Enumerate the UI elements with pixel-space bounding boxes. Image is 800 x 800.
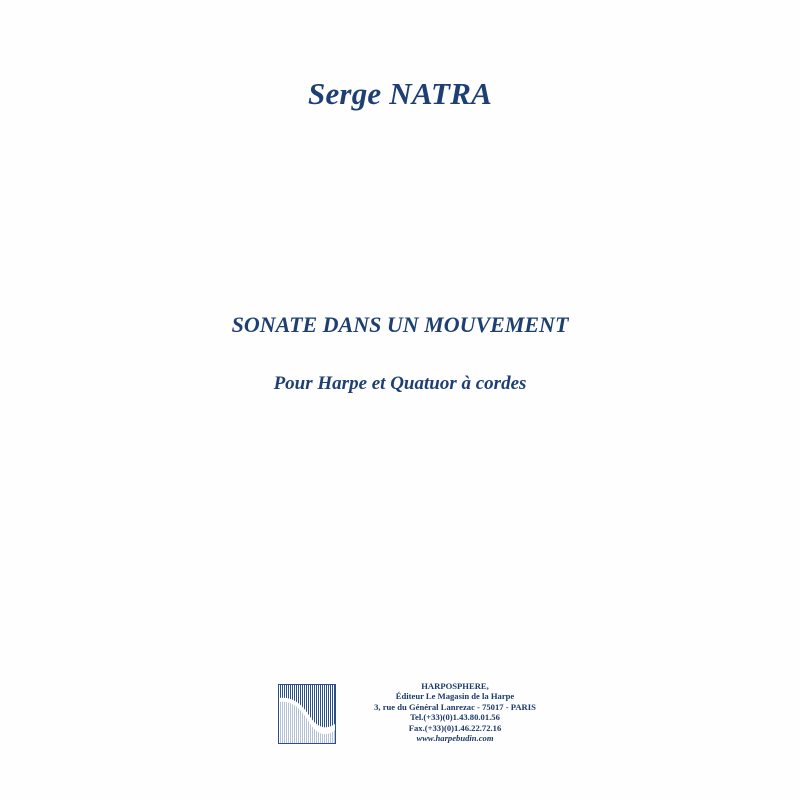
publisher-website[interactable]: www.harpebudin.com bbox=[416, 733, 494, 744]
publisher-editor: Éditeur Le Magasin de la Harpe bbox=[395, 691, 515, 702]
publisher-fax: Fax.(+33)(0)1.46.22.72.16 bbox=[408, 722, 502, 733]
composer-name: Serge NATRA bbox=[308, 76, 492, 111]
publisher-info bbox=[350, 681, 560, 743]
publisher-name: HARPOSPHERE, bbox=[421, 681, 489, 691]
instrumentation-subtitle: Pour Harpe et Quatuor à cordes bbox=[273, 373, 527, 394]
harp-wave-logo-icon bbox=[278, 684, 336, 744]
work-title: SONATE DANS UN MOUVEMENT bbox=[231, 312, 569, 337]
publisher-tel: Tel.(+33)(0)1.43.80.01.56 bbox=[410, 712, 500, 723]
publisher-address: 3, rue du Général Lanrezac - 75017 - PARIS bbox=[374, 701, 536, 712]
